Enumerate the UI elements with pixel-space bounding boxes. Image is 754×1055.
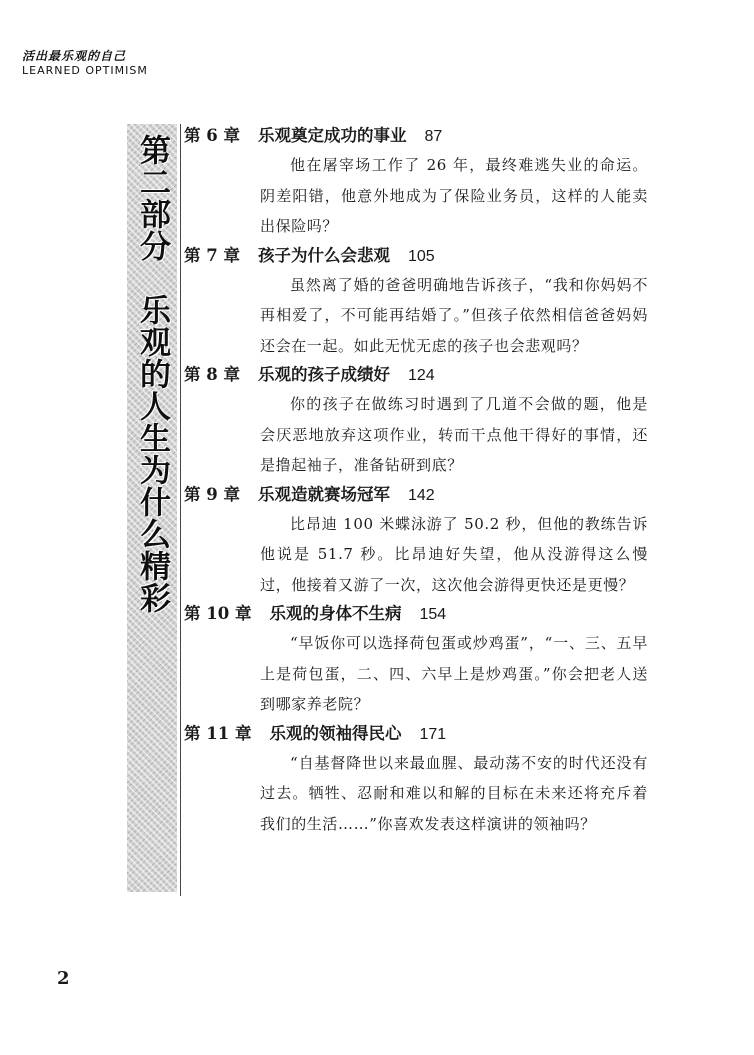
page-number: 2 bbox=[57, 968, 70, 989]
chapter-entry-8[interactable] bbox=[184, 361, 654, 481]
chapter-title: 乐观造就赛场冠军 bbox=[257, 484, 390, 504]
chapter-description: “早饭你可以选择荷包蛋或炒鸡蛋”，“一、三、五早上是荷包蛋，二、四、六早上是炒鸡蛋。”你会把老人送到哪家养老院？ bbox=[260, 634, 648, 713]
chapter-page: 87 bbox=[424, 128, 443, 145]
chapter-description: 他在屠宰场工作了 26 年，最终难逃失业的命运。阴差阳错，他意外地成为了保险业务员，这样的人能卖出保险吗？ bbox=[260, 156, 648, 235]
part-sidebar bbox=[127, 124, 177, 892]
chapter-number: 第 10 章 bbox=[184, 604, 252, 623]
chapter-number: 第 11 章 bbox=[184, 723, 252, 743]
chapter-number: 第 7 章 bbox=[184, 245, 240, 265]
chapter-title: 乐观的孩子成绩好 bbox=[257, 365, 390, 384]
vertical-divider bbox=[180, 124, 181, 896]
chapter-description: 你的孩子在做练习时遇到了几道不会做的题，他是会厌恶地放弃这项作业，转而干点他干得好的事情，还是撸起袖子，准备钻研到底？ bbox=[260, 395, 648, 474]
chapter-list bbox=[184, 122, 654, 839]
chapter-title: 乐观的领袖得民心 bbox=[269, 723, 402, 743]
chapter-title: 乐观的身体不生病 bbox=[269, 604, 402, 623]
chapter-heading bbox=[184, 720, 654, 748]
chapter-page: 171 bbox=[419, 725, 447, 743]
chapter-description: 虽然离了婚的爸爸明确地告诉孩子，“我和你妈妈不再相爱了，不可能再结婚了。”但孩子依然相信爸爸妈妈还会在一起。如此无忧无虑的孩子也会悲观吗？ bbox=[260, 275, 648, 355]
chapter-page: 154 bbox=[419, 606, 447, 623]
part-title: 第二部分 乐观的人生为什么精彩 bbox=[134, 134, 170, 614]
chapter-heading bbox=[184, 361, 654, 389]
chapter-heading bbox=[184, 600, 654, 628]
chapter-entry-11[interactable] bbox=[184, 720, 654, 840]
book-header-logo bbox=[22, 50, 148, 76]
chapter-heading bbox=[184, 242, 654, 270]
chapter-page: 142 bbox=[407, 486, 435, 504]
chapter-entry-6[interactable] bbox=[184, 122, 654, 242]
chapter-title: 乐观奠定成功的事业 bbox=[257, 126, 407, 145]
chapter-title: 孩子为什么会悲观 bbox=[257, 245, 390, 265]
chapter-entry-9[interactable] bbox=[184, 481, 654, 601]
chapter-number: 第 9 章 bbox=[184, 484, 240, 504]
chapter-number: 第 6 章 bbox=[184, 126, 240, 145]
chapter-entry-7[interactable] bbox=[184, 242, 654, 362]
chapter-page: 105 bbox=[407, 247, 435, 265]
header-title-en: LEARNED OPTIMISM bbox=[22, 64, 148, 77]
chapter-heading bbox=[184, 481, 654, 509]
chapter-number: 第 8 章 bbox=[184, 365, 240, 384]
chapter-page: 124 bbox=[407, 367, 435, 384]
chapter-heading bbox=[184, 122, 654, 150]
header-title-cn: 活出最乐观的自己 bbox=[22, 49, 127, 63]
chapter-entry-10[interactable] bbox=[184, 600, 654, 720]
chapter-description: 比昂迪 100 米蝶泳游了 50.2 秒，但他的教练告诉他说是 51.7 秒。比昂迪好失望，他从没游得这么慢过，他接着又游了一次，这次他会游得更快还是更慢？ bbox=[260, 514, 648, 594]
chapter-description: “自基督降世以来最血腥、最动荡不安的时代还没有过去。牺牲、忍耐和难以和解的目标在未来还将充斥着我们的生活……”你喜欢发表这样演讲的领袖吗？ bbox=[260, 753, 648, 833]
